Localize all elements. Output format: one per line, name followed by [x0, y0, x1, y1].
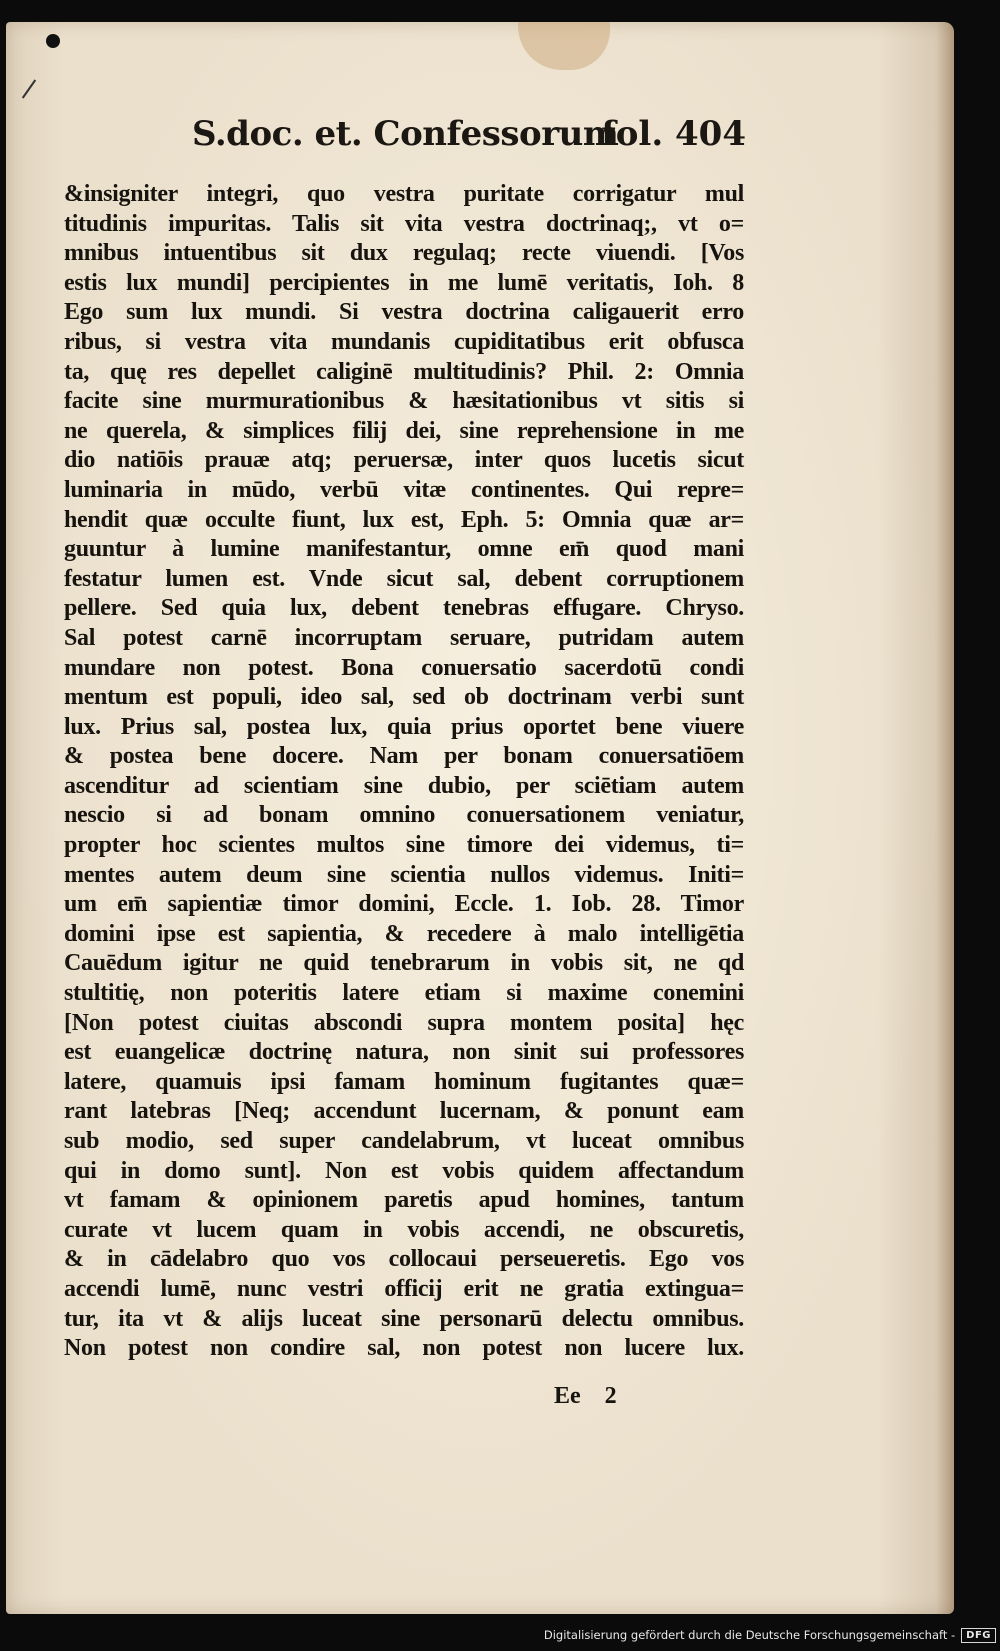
text-line: propter hoc scientes multos sine timore dei videmus, ti= — [64, 832, 744, 859]
text-line: domini ipse est sapientia, & recedere à malo intelligētia — [64, 920, 744, 947]
text-line: Non potest non condire sal, non potest non lucere lux. — [64, 1335, 744, 1362]
text-line: [Non potest ciuitas abscondi supra montem posita] hęc — [64, 1009, 744, 1036]
text-line: stultitię, non poteritis latere etiam si maxime conemini — [64, 980, 744, 1007]
text-line: ascenditur ad scientiam sine dubio, per sciētiam autem — [64, 772, 744, 799]
body-text — [64, 180, 744, 1364]
page-edge-shadow — [936, 22, 954, 1614]
paper-stain — [518, 22, 610, 70]
text-line: & in cādelabro quo vos collocaui perseueretis. Ego vos — [64, 1246, 744, 1273]
folio-number: fol. 404 — [601, 114, 746, 154]
dfg-logo: DFG — [961, 1628, 996, 1643]
text-line: nescio si ad bonam omnino conuersationem veniatur, — [64, 802, 744, 829]
text-line: pellere. Sed quia lux, debent tenebras effugare. Chryso. — [64, 595, 744, 622]
digitization-footer — [544, 1623, 996, 1647]
text-line: um em̄ sapientiæ timor domini, Eccle. 1. Iob. 28. Timor — [64, 891, 744, 918]
text-line: facite sine murmurationibus & hæsitationibus vt sitis si — [64, 388, 744, 415]
footer-credit: Digitalisierung gefördert durch die Deutsche Forschungsgemeinschaft - — [543, 1628, 956, 1642]
text-line: &insigniter integri, quo vestra puritate corrigatur mul — [64, 181, 744, 207]
text-line: mentum est populi, ideo sal, sed ob doctrinam verbi sunt — [64, 684, 744, 711]
page-header — [186, 114, 746, 162]
text-line: mundare non potest. Bona conuersatio sacerdotū condi — [64, 654, 744, 681]
text-line: & postea bene docere. Nam per bonam conuersatiōem — [64, 743, 744, 770]
book-page — [6, 22, 954, 1614]
text-line: Cauēdum igitur ne quid tenebrarum in vobis sit, ne qd — [64, 950, 744, 977]
text-line: mnibus intuentibus sit dux regulaq; recte viuendi. [Vos — [64, 240, 744, 267]
text-line: latere, quamuis ipsi famam hominum fugitantes quæ= — [64, 1068, 744, 1095]
text-line: mentes autem deum sine scientia nullos videmus. Initi= — [64, 861, 744, 888]
text-line: guuntur à lumine manifestantur, omne em̄ quod mani — [64, 536, 744, 563]
text-line: titudinis impuritas. Talis sit vita vestra doctrinaq;, vt o= — [64, 210, 744, 237]
text-line: rant latebras [Neq; accendunt lucernam, & ponunt eam — [64, 1098, 744, 1125]
text-line: dio natiōis prauæ atq; peruersæ, inter quos lucetis sicut — [64, 447, 744, 474]
text-line: est euangelicæ doctrinę natura, non sinit sui professores — [64, 1039, 744, 1066]
text-line: sub modio, sed super candelabrum, vt luceat omnibus — [64, 1128, 744, 1154]
text-line: ne querela, & simplices filij dei, sine reprehensione in me — [64, 417, 744, 444]
running-head: S.doc. et. Confessorum — [192, 114, 619, 154]
text-line: estis lux mundi] percipientes in me lumē veritatis, Ioh. 8 — [64, 269, 744, 296]
text-line: accendi lumē, nunc vestri officij erit ne gratia extingua= — [64, 1275, 744, 1302]
signature-mark: Ee 2 — [554, 1383, 617, 1409]
text-line: Ego sum lux mundi. Si vestra doctrina caligauerit erro — [64, 299, 744, 326]
text-line: vt famam & opinionem paretis apud homines, tantum — [64, 1187, 744, 1214]
text-line: hendit quæ occulte fiunt, lux est, Eph. 5: Omnia quæ ar= — [64, 506, 744, 533]
text-line: tur, ita vt & alijs luceat sine personarū delectu omnibus. — [64, 1305, 744, 1332]
text-line: festatur lumen est. Vnde sicut sal, debent corruptionem — [64, 565, 744, 592]
text-line: ribus, si vestra vita mundanis cupiditatibus erit obfusca — [64, 328, 744, 355]
pen-mark — [22, 79, 36, 98]
text-line: qui in domo sunt]. Non est vobis quidem affectandum — [64, 1157, 744, 1184]
text-line: ta, quę res depellet caliginē multitudinis? Phil. 2: Omnia — [64, 358, 744, 385]
text-line: lux. Prius sal, postea lux, quia prius oportet bene viuere — [64, 713, 744, 740]
binding-hole — [46, 34, 60, 48]
text-line: curate vt lucem quam in vobis accendi, ne obscuretis, — [64, 1216, 744, 1243]
text-line: Sal potest carnē incorruptam seruare, putridam autem — [64, 624, 744, 651]
text-line: luminaria in mūdo, verbū vitæ continentes. Qui repre= — [64, 476, 744, 503]
